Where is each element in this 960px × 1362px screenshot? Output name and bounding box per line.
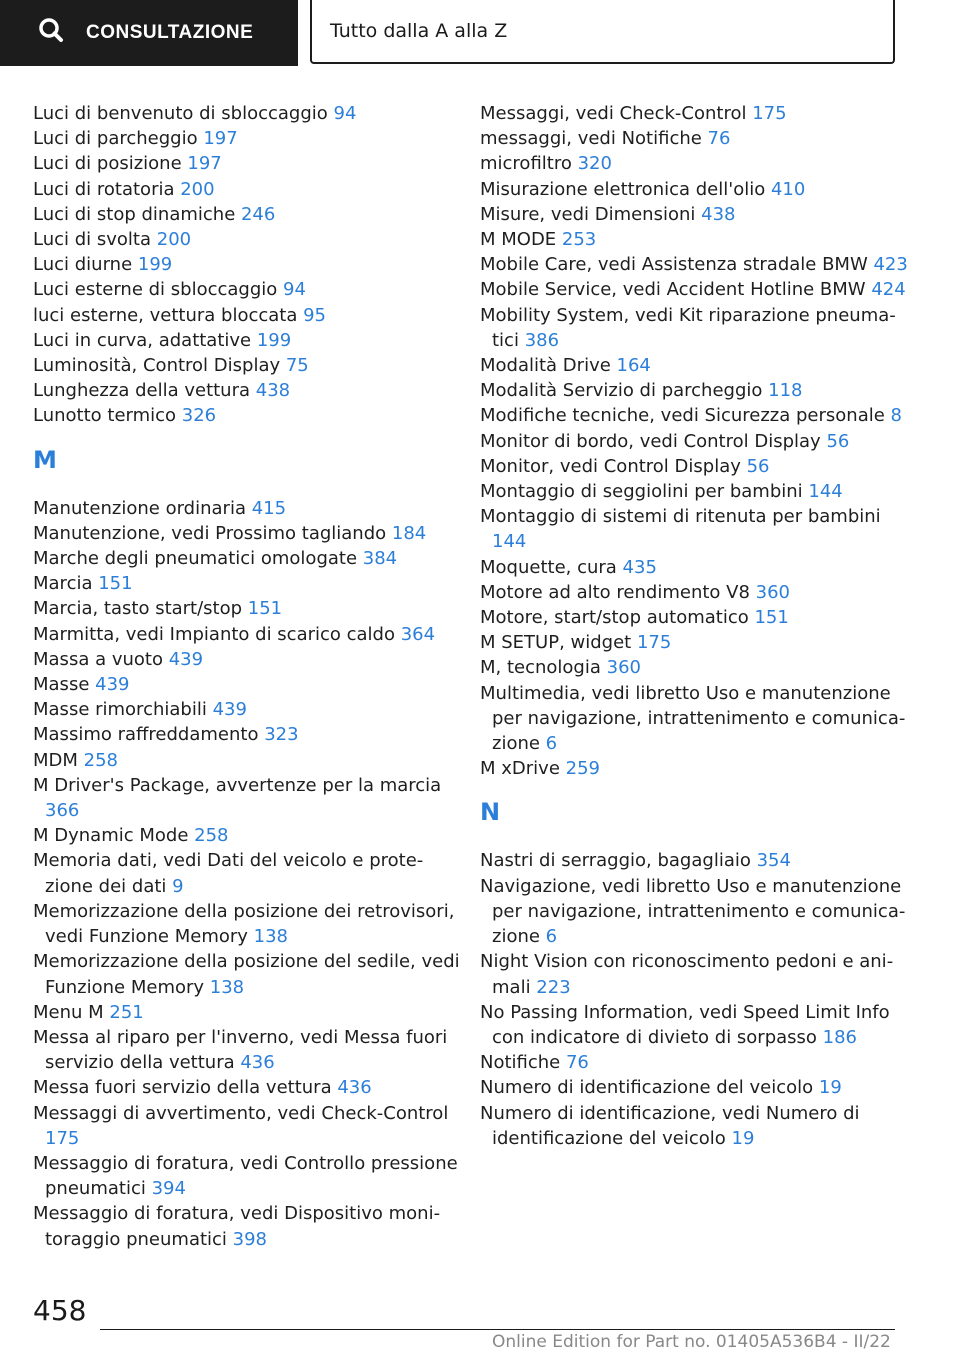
index-entry-text: Marcia: [33, 573, 99, 595]
index-entry: [33, 101, 463, 126]
index-entry: [33, 277, 463, 302]
index-page-link[interactable]: 76: [565, 1052, 589, 1074]
index-page-link[interactable]: 320: [577, 153, 612, 175]
index-entry-text: Modalità Servizio di parcheggio: [480, 380, 769, 402]
index-entry: [480, 580, 910, 605]
index-page-link[interactable]: 186: [822, 1026, 858, 1048]
index-page-link[interactable]: 144: [808, 481, 843, 503]
index-entry-text: M, tecnologia: [480, 657, 607, 679]
index-page-link[interactable]: 8: [890, 405, 902, 427]
index-entry-text: Luci in curva, adattative: [33, 329, 257, 351]
section-tab[interactable]: [310, 0, 895, 64]
index-entry-text: M MODE: [480, 229, 562, 251]
index-entry-text: Marcia, tasto start/stop: [33, 598, 248, 620]
index-entry-text: Manutenzione, vedi Prossimo tagliando: [33, 522, 392, 544]
index-entry: [480, 177, 910, 202]
index-page-link[interactable]: 258: [194, 825, 229, 847]
index-entry: [480, 1000, 910, 1050]
index-page-link[interactable]: 184: [391, 522, 427, 544]
index-entry: [33, 202, 463, 227]
index-entry: [480, 848, 910, 873]
index-entry: [33, 1101, 463, 1151]
index-page-link[interactable]: 56: [826, 430, 850, 452]
index-entry: [33, 949, 463, 999]
index-entry-text: Numero di identificazione del veicolo: [480, 1077, 819, 1099]
index-entry: [33, 227, 463, 252]
index-page-link[interactable]: 366: [45, 800, 80, 822]
index-page-link[interactable]: 95: [303, 304, 327, 326]
section-title: Tutto dalla A alla Z: [330, 20, 508, 42]
index-page-link[interactable]: 364: [400, 623, 436, 645]
index-page-link[interactable]: 439: [95, 674, 130, 696]
index-page-link[interactable]: 223: [536, 976, 571, 998]
index-entry: [480, 151, 910, 176]
index-entry: [480, 227, 910, 252]
index-entry: [33, 328, 463, 353]
index-entry-text: Motore ad alto rendimento V8: [480, 581, 756, 603]
index-entry: [480, 303, 910, 353]
index-entry: [480, 1101, 910, 1151]
index-entry: [33, 126, 463, 151]
top-navigation-bar: [0, 0, 960, 66]
index-page-link[interactable]: 438: [255, 380, 291, 402]
index-entry: [33, 403, 463, 428]
index-page-link[interactable]: 246: [240, 203, 276, 225]
index-page-link[interactable]: 144: [492, 531, 527, 553]
index-entry: [480, 202, 910, 227]
index-entry-text: Misurazione elettronica dell'olio: [480, 178, 771, 200]
index-page-link[interactable]: 138: [253, 926, 289, 948]
index-entry: [33, 647, 463, 672]
index-letter-heading: M: [33, 445, 57, 474]
index-entry: [33, 177, 463, 202]
index-entry-text: Modifiche tecniche, vedi Sicurezza personale: [480, 405, 891, 427]
index-entry: [480, 1075, 910, 1100]
index-page-link[interactable]: 197: [187, 153, 222, 175]
index-entry: [33, 353, 463, 378]
index-page-link[interactable]: 435: [622, 556, 657, 578]
index-entry: [33, 496, 463, 521]
index-page-link[interactable]: 386: [524, 329, 560, 351]
index-page-link[interactable]: 436: [337, 1077, 372, 1099]
index-entry-text: Nastri di serraggio, bagagliaio: [480, 850, 757, 872]
index-entry-text: MDM: [33, 749, 84, 771]
index-entry-text: Luci di posizione: [33, 153, 188, 175]
index-page-link[interactable]: 439: [212, 699, 247, 721]
index-entry-text: Messaggio di foratura, vedi Controllo pressione pneumatici: [33, 1152, 458, 1200]
index-entry-text: Menu M: [33, 1001, 110, 1023]
index-entry: [33, 1075, 463, 1100]
index-entry-text: Messa fuori servizio della vettura: [33, 1077, 338, 1099]
index-entry: [33, 672, 463, 697]
index-entry-text: Mobile Service, vedi Accident Hotline BMW: [480, 279, 872, 301]
index-entry-text: No Passing Information, vedi Speed Limit Info con indicatore di divieto di sorpasso: [480, 1001, 890, 1048]
index-page-link[interactable]: 259: [565, 758, 600, 780]
index-page-link[interactable]: 19: [818, 1077, 842, 1099]
index-page-link[interactable]: 199: [137, 254, 173, 276]
index-entry: [480, 504, 910, 554]
index-entry: [480, 479, 910, 504]
index-page-link[interactable]: 438: [701, 203, 736, 225]
index-letter-heading: N: [480, 798, 501, 827]
footer-divider: [100, 1329, 895, 1330]
index-entry: [33, 748, 463, 773]
index-entry: [33, 773, 463, 823]
index-entry: [480, 101, 910, 126]
index-entry: [33, 1151, 463, 1201]
index-entry: [480, 252, 910, 277]
index-entry-text: Multimedia, vedi libretto Uso e manutenzione per navigazione, intrattenimento e comunicazione: [480, 682, 906, 755]
index-page-link[interactable]: 76: [707, 128, 731, 150]
index-column-left: [33, 101, 463, 1252]
index-entry-text: Monitor, vedi Control Display: [480, 455, 747, 477]
index-page-link[interactable]: 384: [362, 548, 398, 570]
index-entry-text: Montaggio di seggiolini per bambini: [480, 481, 809, 503]
index-entry-text: Misure, vedi Dimensioni: [480, 203, 702, 225]
index-entry-text: Modalità Drive: [480, 355, 617, 377]
index-entry-text: messaggi, vedi Notifiche: [480, 128, 708, 150]
index-entry: [33, 571, 463, 596]
index-page-link[interactable]: 151: [754, 607, 789, 629]
index-entry-text: Montaggio di sistemi di ritenuta per bambini: [480, 506, 881, 528]
consultazione-label: CONSULTAZIONE: [86, 22, 254, 43]
index-entry: [33, 151, 463, 176]
index-page-link[interactable]: 323: [264, 724, 299, 746]
index-entry-text: Masse rimorchiabili: [33, 699, 213, 721]
index-entry-text: M Dynamic Mode: [33, 825, 195, 847]
index-column-right: [480, 101, 910, 1151]
index-entry-text: Luci di parcheggio: [33, 128, 204, 150]
index-page-link[interactable]: 410: [770, 178, 806, 200]
index-page-link[interactable]: 19: [731, 1127, 755, 1149]
index-entry: [33, 697, 463, 722]
index-entry: [33, 823, 463, 848]
index-entry: [33, 899, 463, 949]
index-page-link[interactable]: 6: [545, 926, 558, 948]
index-page-link[interactable]: 94: [333, 103, 357, 124]
index-entry-text: Messa al riparo per l'inverno, vedi Messa fuori servizio della vettura: [33, 1026, 448, 1074]
index-entry: [480, 454, 910, 479]
index-page-link[interactable]: 138: [209, 976, 245, 998]
index-entry: [33, 546, 463, 571]
index-entry: [480, 429, 910, 454]
index-entry-text: Luci diurne: [33, 254, 138, 276]
index-page-link[interactable]: 75: [285, 355, 309, 377]
index-page-link[interactable]: 9: [172, 875, 184, 897]
index-entry-text: Masse: [33, 674, 96, 696]
index-entry: [480, 403, 910, 428]
index-entry-text: Monitor di bordo, vedi Control Display: [480, 430, 827, 452]
index-page-link[interactable]: 200: [180, 178, 215, 200]
index-page-link[interactable]: 360: [755, 581, 790, 603]
index-entry: [480, 126, 910, 151]
index-entry: [33, 596, 463, 621]
index-page-link[interactable]: 94: [283, 279, 306, 301]
index-entry-text: Navigazione, vedi libretto Uso e manutenzione per navigazione, intrattenimento e comunicazione: [480, 875, 906, 948]
search-icon: [38, 17, 86, 49]
consultazione-button[interactable]: [0, 0, 298, 66]
index-page-link[interactable]: 56: [746, 455, 770, 477]
index-entry-text: Luci di rotatoria: [33, 178, 181, 200]
index-entry-text: Lunotto termico: [33, 405, 182, 427]
index-entry-text: Messaggi di avvertimento, vedi Check-Control: [33, 1102, 449, 1124]
index-page-link[interactable]: 394: [151, 1178, 186, 1200]
index-page-link[interactable]: 424: [871, 279, 906, 301]
index-entry: [33, 521, 463, 546]
index-page-link[interactable]: 151: [98, 573, 133, 595]
index-page-link[interactable]: 175: [45, 1127, 80, 1149]
index-entry-text: Messaggi, vedi Check-Control: [480, 103, 753, 124]
index-page-link[interactable]: 253: [561, 229, 597, 251]
edition-footer: Online Edition for Part no. 01405A536B4 - II/22: [492, 1332, 891, 1352]
index-entry-text: Manutenzione ordinaria: [33, 497, 252, 519]
index-page-link[interactable]: 199: [256, 329, 292, 351]
index-entry-text: Notifiche: [480, 1052, 566, 1074]
index-page-link[interactable]: 197: [203, 128, 238, 150]
index-entry-text: Memorizzazione della posizione dei retrovisori, vedi Funzione Memory: [33, 900, 455, 948]
index-page-link[interactable]: 151: [247, 598, 283, 620]
index-entry-text: Memorizzazione della posizione del sedile, vedi Funzione Memory: [33, 951, 460, 998]
page-number: 458: [33, 1294, 87, 1327]
index-page-link[interactable]: 354: [756, 850, 791, 872]
index-page-link[interactable]: 175: [752, 103, 787, 124]
index-entry-text: Massa a vuoto: [33, 648, 169, 670]
index-entry: [480, 949, 910, 999]
index-entry: [480, 605, 910, 630]
index-page-link[interactable]: 118: [768, 380, 803, 402]
index-entry-text: Messaggio di foratura, vedi Dispositivo monitoraggio pneumatici: [33, 1203, 441, 1250]
index-entry: [480, 681, 910, 757]
index-entry: [480, 630, 910, 655]
index-entry: [33, 1000, 463, 1025]
index-entry: [33, 622, 463, 647]
index-entry-text: Motore, start/stop automatico: [480, 607, 755, 629]
index-entry-text: Luci di stop dinamiche: [33, 203, 241, 225]
index-page-link[interactable]: 251: [109, 1001, 144, 1023]
index-page-link[interactable]: 423: [873, 254, 908, 276]
index-entry-text: Night Vision con riconoscimento pedoni e animali: [480, 951, 894, 998]
index-entry: [33, 848, 463, 898]
index-entry-text: Memoria dati, vedi Dati del veicolo e protezione dei dati: [33, 850, 424, 897]
index-entry: [480, 655, 910, 680]
index-entry: [480, 756, 910, 781]
index-entry-text: Luci esterne di sbloccaggio: [33, 279, 283, 301]
index-page-link[interactable]: 175: [636, 632, 672, 654]
index-page-link[interactable]: 164: [616, 355, 651, 377]
index-entry-text: Massimo raffreddamento: [33, 724, 265, 746]
index-entry: [33, 1025, 463, 1075]
index-entry-text: Marche degli pneumatici omologate: [33, 548, 363, 570]
index-page-link[interactable]: 200: [156, 229, 192, 251]
index-entry-text: Moquette, cura: [480, 556, 623, 578]
index-entry-text: Luci di svolta: [33, 229, 157, 251]
index-page-link[interactable]: 398: [232, 1228, 268, 1250]
index-entry: [480, 1050, 910, 1075]
index-page-link[interactable]: 360: [606, 657, 641, 679]
index-entry-text: Marmitta, vedi Impianto di scarico caldo: [33, 623, 401, 645]
index-page-link[interactable]: 436: [240, 1052, 275, 1074]
index-page-link[interactable]: 258: [83, 749, 119, 771]
index-entry-text: Luminosità, Control Display: [33, 355, 286, 377]
index-page-link[interactable]: 326: [181, 405, 217, 427]
index-entry-text: Mobile Care, vedi Assistenza stradale BMW: [480, 254, 874, 276]
index-entry: [480, 378, 910, 403]
index-entry-text: M xDrive: [480, 758, 566, 780]
index-entry: [480, 353, 910, 378]
index-page-link[interactable]: 439: [168, 648, 204, 670]
index-entry: [33, 303, 463, 328]
index-entry: [480, 555, 910, 580]
index-page-link[interactable]: 6: [545, 733, 558, 755]
index-entry: [33, 1201, 463, 1251]
index-entry-text: luci esterne, vettura bloccata: [33, 304, 304, 326]
index-entry: [33, 252, 463, 277]
index-entry: [480, 874, 910, 950]
index-entry-text: Luci di benvenuto di sbloccaggio: [33, 103, 334, 124]
index-entry-text: Mobility System, vedi Kit riparazione pneumatici: [480, 304, 896, 351]
index-entry-text: Lunghezza della vettura: [33, 380, 256, 402]
index-entry: [33, 722, 463, 747]
index-entry-text: Numero di identificazione, vedi Numero di identificazione del veicolo: [480, 1102, 860, 1149]
index-entry: [33, 378, 463, 403]
index-page-link[interactable]: 415: [251, 497, 287, 519]
index-entry-text: M SETUP, widget: [480, 632, 637, 654]
index-entry: [480, 277, 910, 302]
index-entry-text: microfiltro: [480, 153, 578, 175]
index-entry-text: M Driver's Package, avvertenze per la marcia: [33, 774, 442, 796]
